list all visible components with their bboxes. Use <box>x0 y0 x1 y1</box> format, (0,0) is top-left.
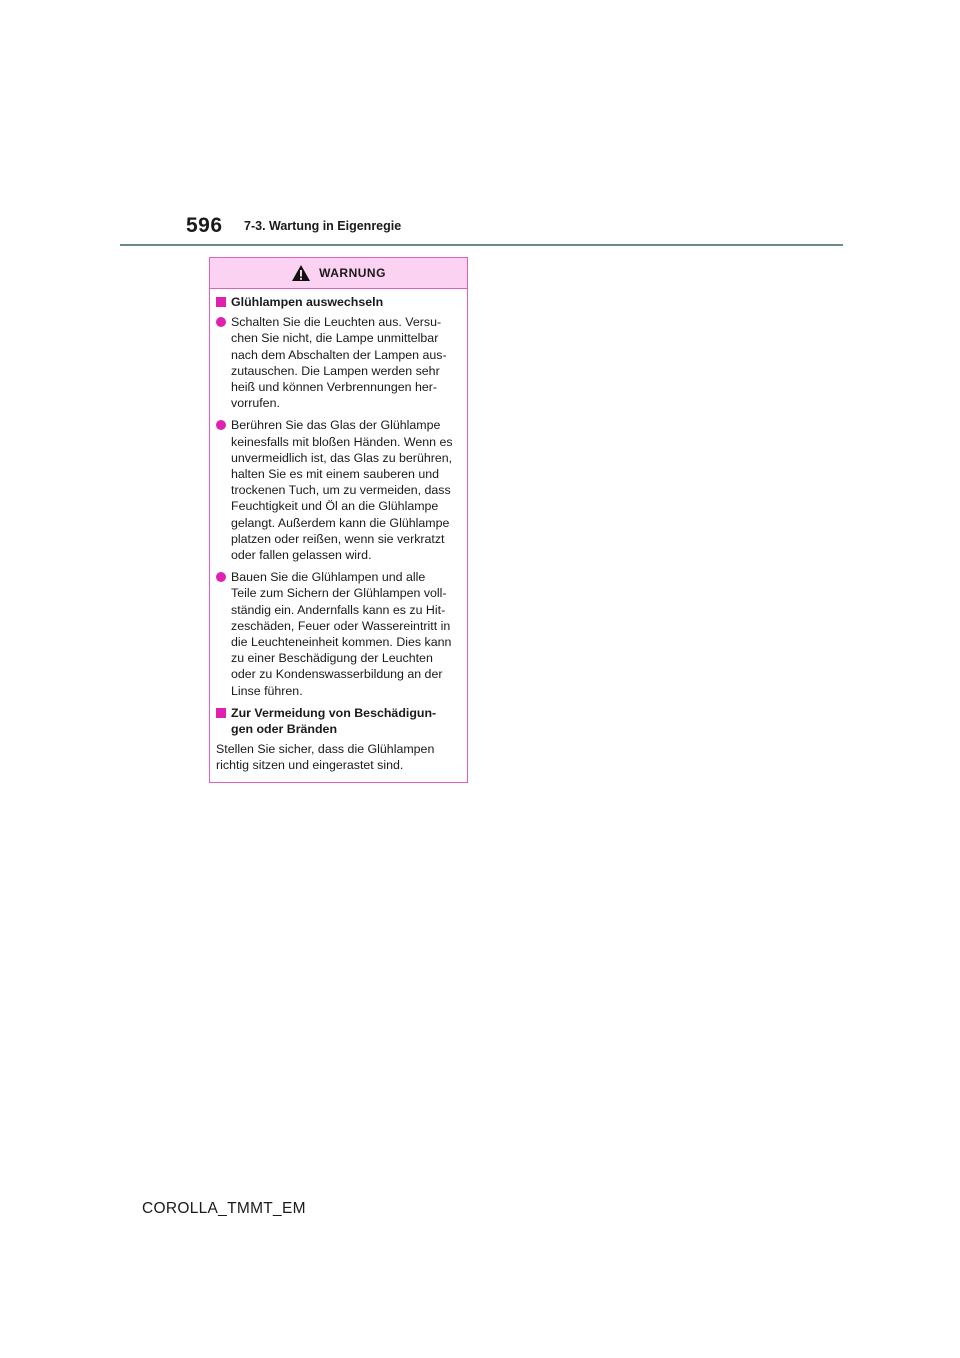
list-item-text: Berühren Sie das Glas der Glühlampe keinesfalls mit bloßen Händen. Wenn es unvermeidlich ist, das Glas zu berühren, halten Sie es mit einem sauberen und trockenen Tuch, um zu vermeiden, dass Feuchtigkeit und Öl an die Glühlampe gelangt. Außerdem kann die Glühlampe platzen oder reißen, wenn sie verkratzt oder fallen gelassen wird. <box>231 418 453 563</box>
header-rule <box>120 244 843 246</box>
warning-label: WARNUNG <box>319 266 386 280</box>
list-item-text: Schalten Sie die Leuchten aus. Versu- chen Sie nicht, die Lampe unmittelbar nach dem Abschalten der Lampen aus- zutauschen. Die Lampen werden sehr heiß und können Verbrennungen her- vorrufen. <box>231 315 447 411</box>
warning-box <box>209 257 468 783</box>
circle-bullet-icon <box>216 420 226 430</box>
heading-text: Zur Vermeidung von Beschädigun- gen oder Bränden <box>231 705 437 737</box>
warning-triangle-icon <box>291 264 311 282</box>
circle-bullet-icon <box>216 317 226 327</box>
warning-heading-damage-prevention <box>216 705 461 737</box>
circle-bullet-icon <box>216 572 226 582</box>
list-item <box>216 417 461 563</box>
square-bullet-icon <box>216 297 226 307</box>
list-item <box>216 569 461 699</box>
list-item-text: Bauen Sie die Glühlampen und alle Teile zum Sichern der Glühlampen voll- ständig ein. Andernfalls kann es zu Hit- zeschäden, Feuer oder Wassereintritt in die Leuchteneinheit kommen. Dies kann zu einer Beschädigung der Leuchten oder zu Kondenswasserbildung an der Linse führen. <box>231 570 452 698</box>
warning-paragraph: Stellen Sie sicher, dass die Glühlampen richtig sitzen und eingerastet sind. <box>216 742 435 773</box>
list-item <box>216 314 461 411</box>
warning-body <box>210 289 467 774</box>
warning-header <box>210 258 467 289</box>
heading-text: Glühlampen auswechseln <box>231 295 384 309</box>
footer-model-code: COROLLA_TMMT_EM <box>142 1200 306 1217</box>
warning-heading-bulb-replacement <box>216 294 461 310</box>
section-title: 7-3. Wartung in Eigenregie <box>244 219 402 233</box>
page-number: 596 <box>186 214 223 237</box>
square-bullet-icon <box>216 708 226 718</box>
